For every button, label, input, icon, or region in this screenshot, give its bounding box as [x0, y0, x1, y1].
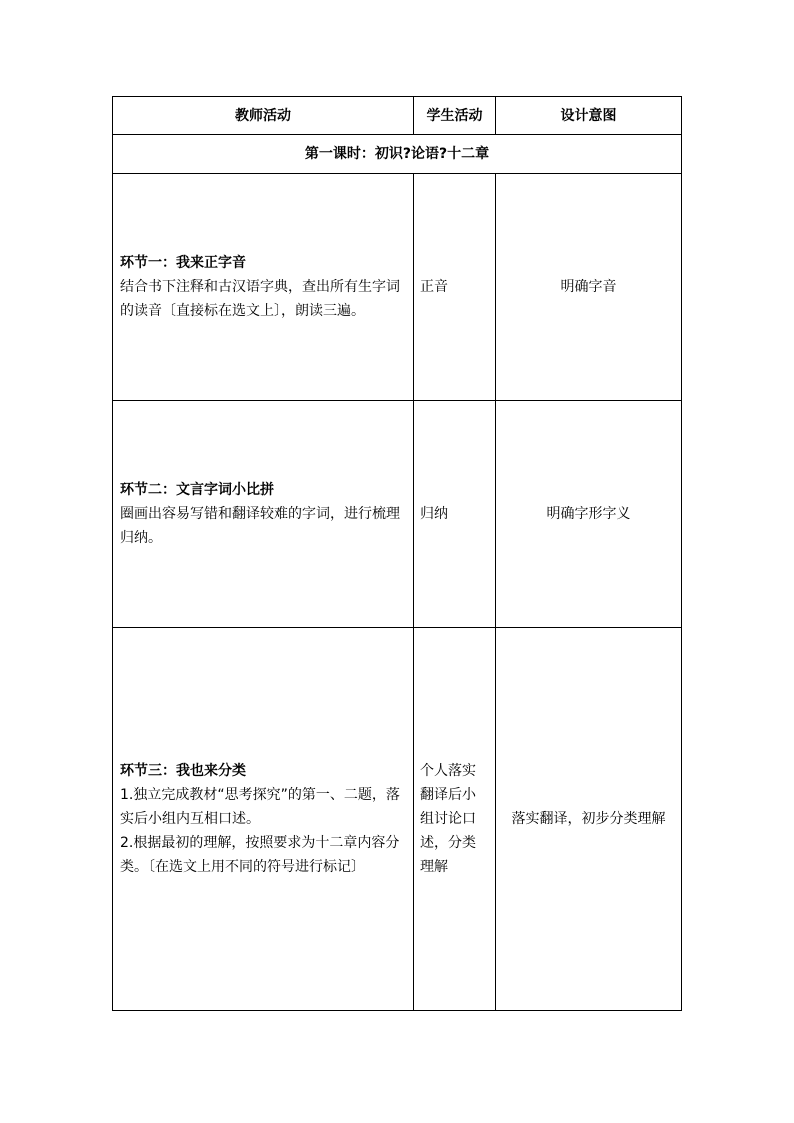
session-title: 第一课时：初识?论语?十二章	[113, 135, 682, 174]
step-text: 1.独立完成教材“思考探究”的第一、二题，落实后小组内互相口述。	[120, 787, 400, 827]
step-title: 环节三：我也来分类	[120, 763, 246, 779]
session-row	[113, 135, 682, 174]
design-intent-cell: 明确字音	[496, 174, 682, 401]
step-title: 环节一：我来正字音	[120, 255, 246, 271]
step-title: 环节二：文言字词小比拼	[120, 482, 274, 498]
header-student-activity: 学生活动	[414, 97, 496, 135]
lesson-plan-table	[112, 96, 682, 1011]
table-header-row	[113, 97, 682, 135]
header-teacher-activity: 教师活动	[113, 97, 414, 135]
design-intent-cell: 落实翻译，初步分类理解	[496, 628, 682, 1011]
step-text: 结合书下注释和古汉语字典，查出所有生字词的读音〔直接标在选文上〕，朗读三遍。	[120, 279, 400, 319]
table-row	[113, 401, 682, 628]
student-activity-cell: 正音	[414, 174, 496, 401]
step-text: 圈画出容易写错和翻译较难的字词，进行梳理归纳。	[120, 506, 400, 546]
student-activity-cell: 归纳	[414, 401, 496, 628]
design-intent-cell: 明确字形字义	[496, 401, 682, 628]
header-design-intent: 设计意图	[496, 97, 682, 135]
table-row	[113, 628, 682, 1011]
table-row	[113, 174, 682, 401]
student-activity-cell: 个人落实翻译后小组讨论口述，分类理解	[414, 628, 496, 1011]
step-text: 2.根据最初的理解，按照要求为十二章内容分类。〔在选文上用不同的符号进行标记〕	[120, 835, 400, 875]
teacher-activity-cell	[113, 174, 414, 401]
teacher-activity-cell	[113, 401, 414, 628]
teacher-activity-cell	[113, 628, 414, 1011]
